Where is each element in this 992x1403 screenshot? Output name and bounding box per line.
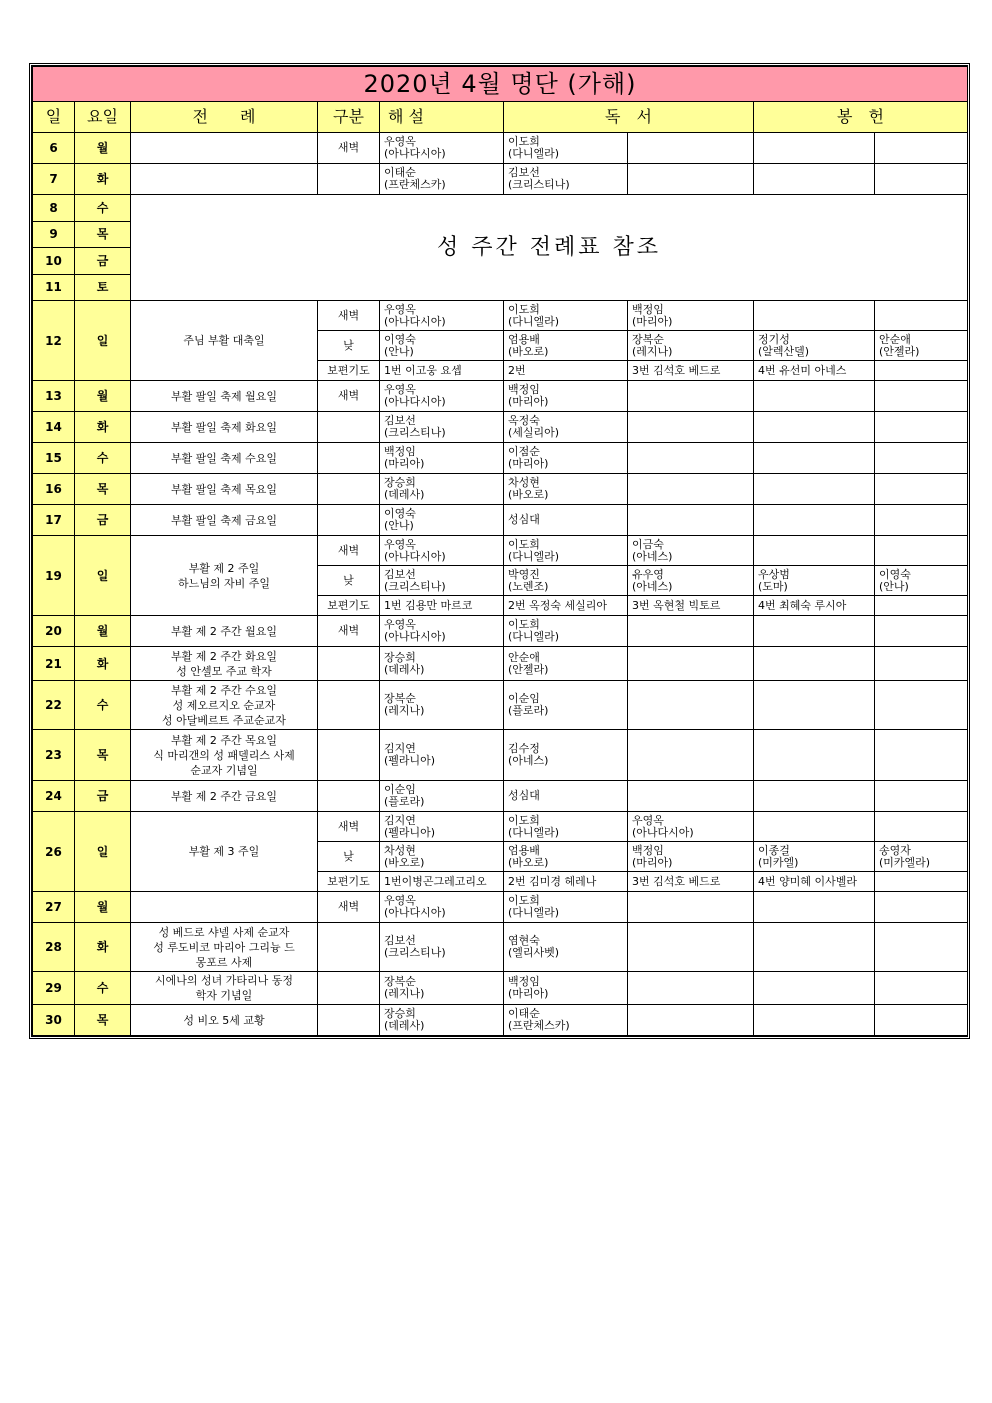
- liturgy-cell: [131, 164, 318, 195]
- person-cell: [628, 164, 754, 195]
- weekday-cell: 금: [75, 505, 131, 536]
- weekday-cell: 화: [75, 647, 131, 681]
- person-cell: 박영진 (노렌조): [504, 566, 628, 596]
- liturgy-cell: 부활 제 2 주간 수요일 성 제오르지오 순교자 성 아달베르트 주교순교자: [131, 681, 318, 730]
- person-cell: [628, 133, 754, 164]
- person-cell: [628, 730, 754, 781]
- weekday-cell: 목: [75, 1005, 131, 1036]
- person-cell: 안순애 (안젤라): [504, 647, 628, 681]
- table-row: [33, 381, 968, 412]
- kind-cell: 낮: [318, 331, 380, 361]
- person-cell: 이태순 (프란체스카): [380, 164, 504, 195]
- person-cell: [754, 505, 875, 536]
- person-cell: [754, 647, 875, 681]
- person-cell: [875, 381, 968, 412]
- person-cell: 염현숙 (엘리사벳): [504, 923, 628, 972]
- table-row: [33, 474, 968, 505]
- weekday-cell: 수: [75, 972, 131, 1005]
- header-weekday: 요일: [75, 102, 131, 133]
- weekday-cell: 화: [75, 164, 131, 195]
- table-row: [33, 505, 968, 536]
- person-cell: [628, 443, 754, 474]
- person-cell: [875, 647, 968, 681]
- person-cell: 1번이병곤그레고리오: [380, 872, 504, 892]
- day-cell: 19: [33, 536, 75, 616]
- table-row: [33, 730, 968, 781]
- person-cell: 김지연 (펠라니아): [380, 812, 504, 842]
- person-cell: [628, 505, 754, 536]
- person-cell: [754, 781, 875, 812]
- person-cell: 1번 김용만 마르코: [380, 596, 504, 616]
- person-cell: 이영숙 (안나): [380, 505, 504, 536]
- weekday-cell: 월: [75, 616, 131, 647]
- person-cell: 이도희 (다니엘라): [504, 892, 628, 923]
- person-cell: 김보선 (크리스티나): [380, 566, 504, 596]
- person-cell: 우영옥 (아나다시아): [380, 616, 504, 647]
- person-cell: [875, 892, 968, 923]
- person-cell: 이영숙 (안나): [875, 566, 968, 596]
- kind-cell: [318, 443, 380, 474]
- person-cell: [628, 972, 754, 1005]
- person-cell: 정기성 (알렉산델): [754, 331, 875, 361]
- person-cell: [875, 812, 968, 842]
- person-cell: [754, 443, 875, 474]
- person-cell: 4번 유선미 아네스: [754, 361, 875, 381]
- person-cell: 1번 이고웅 요셉: [380, 361, 504, 381]
- liturgy-cell: 부활 제 2 주간 목요일 식 마리갠의 성 패델리스 사제 순교자 기념일: [131, 730, 318, 781]
- day-cell: 6: [33, 133, 75, 164]
- day-cell: 30: [33, 1005, 75, 1036]
- person-cell: [628, 616, 754, 647]
- person-cell: [628, 412, 754, 443]
- day-cell: 20: [33, 616, 75, 647]
- person-cell: 장승희 (데레사): [380, 647, 504, 681]
- person-cell: [628, 381, 754, 412]
- person-cell: 우영옥 (아나다시아): [380, 892, 504, 923]
- person-cell: 이점순 (마리아): [504, 443, 628, 474]
- table-row: [33, 1005, 968, 1036]
- person-cell: 김수정 (아네스): [504, 730, 628, 781]
- liturgy-cell: 부활 제 2 주일 하느님의 자비 주일: [131, 536, 318, 616]
- person-cell: [628, 923, 754, 972]
- weekday-cell: 화: [75, 412, 131, 443]
- person-cell: 백정임 (마리아): [504, 381, 628, 412]
- kind-cell: 새벽: [318, 381, 380, 412]
- person-cell: 차성현 (바오로): [504, 474, 628, 505]
- person-cell: [754, 616, 875, 647]
- person-cell: [754, 474, 875, 505]
- kind-cell: 새벽: [318, 536, 380, 566]
- liturgy-cell: 성 베드로 샤넬 사제 순교자 성 루도비코 마리아 그리늉 드 몽포르 사제: [131, 923, 318, 972]
- person-cell: 김보선 (크리스티나): [380, 412, 504, 443]
- person-cell: 2번: [504, 361, 628, 381]
- kind-cell: [318, 730, 380, 781]
- day-cell: 8: [33, 195, 75, 222]
- person-cell: [754, 730, 875, 781]
- schedule-table: [32, 66, 968, 1036]
- table-row: [33, 164, 968, 195]
- day-cell: 21: [33, 647, 75, 681]
- person-cell: 이도희 (다니엘라): [504, 133, 628, 164]
- weekday-cell: 수: [75, 443, 131, 474]
- person-cell: [875, 412, 968, 443]
- person-cell: 송영자 (미카엘라): [875, 842, 968, 872]
- table-row: [33, 972, 968, 1005]
- weekday-cell: 목: [75, 730, 131, 781]
- person-cell: 2번 김미경 헤레나: [504, 872, 628, 892]
- kind-cell: [318, 923, 380, 972]
- liturgy-cell: 부활 제 2 주간 화요일 성 안셀모 주교 학자: [131, 647, 318, 681]
- day-cell: 11: [33, 274, 75, 301]
- person-cell: 이순임 (플로라): [380, 781, 504, 812]
- person-cell: 이순임 (플로라): [504, 681, 628, 730]
- day-cell: 16: [33, 474, 75, 505]
- person-cell: 성심대: [504, 505, 628, 536]
- person-cell: 차성현 (바오로): [380, 842, 504, 872]
- day-cell: 15: [33, 443, 75, 474]
- kind-cell: [318, 474, 380, 505]
- person-cell: [875, 781, 968, 812]
- person-cell: 우영옥 (아나다시아): [380, 133, 504, 164]
- kind-cell: [318, 1005, 380, 1036]
- header-reading: 독 서: [504, 102, 754, 133]
- liturgy-cell: 부활 제 2 주간 월요일: [131, 616, 318, 647]
- person-cell: 우상범 (도마): [754, 566, 875, 596]
- person-cell: 이태순 (프란체스카): [504, 1005, 628, 1036]
- weekday-cell: 일: [75, 301, 131, 381]
- weekday-cell: 월: [75, 133, 131, 164]
- table-row: [33, 892, 968, 923]
- weekday-cell: 금: [75, 248, 131, 275]
- person-cell: [628, 892, 754, 923]
- liturgy-cell: 부활 팔일 축제 목요일: [131, 474, 318, 505]
- day-cell: 23: [33, 730, 75, 781]
- header-commentary: 해 설: [380, 102, 504, 133]
- table-row: [33, 412, 968, 443]
- weekday-cell: 토: [75, 274, 131, 301]
- weekday-cell: 화: [75, 923, 131, 972]
- weekday-cell: 일: [75, 812, 131, 892]
- day-cell: 9: [33, 221, 75, 248]
- table-row: [33, 616, 968, 647]
- table-row: [33, 133, 968, 164]
- kind-cell: 새벽: [318, 616, 380, 647]
- kind-cell: [318, 412, 380, 443]
- person-cell: [875, 730, 968, 781]
- table-row: [33, 923, 968, 972]
- kind-cell: 새벽: [318, 301, 380, 331]
- person-cell: 3번 김석호 베드로: [628, 361, 754, 381]
- liturgy-cell: 부활 제 2 주간 금요일: [131, 781, 318, 812]
- person-cell: [628, 681, 754, 730]
- day-cell: 14: [33, 412, 75, 443]
- kind-cell: 보편기도: [318, 361, 380, 381]
- person-cell: 이도희 (다니엘라): [504, 616, 628, 647]
- kind-cell: 새벽: [318, 892, 380, 923]
- person-cell: [875, 616, 968, 647]
- header-kind: 구분: [318, 102, 380, 133]
- person-cell: [875, 923, 968, 972]
- schedule-frame: [29, 63, 970, 1039]
- day-cell: 26: [33, 812, 75, 892]
- person-cell: [875, 505, 968, 536]
- person-cell: 3번 옥현철 빅토르: [628, 596, 754, 616]
- day-cell: 28: [33, 923, 75, 972]
- kind-cell: [318, 681, 380, 730]
- liturgy-cell: [131, 892, 318, 923]
- person-cell: [754, 892, 875, 923]
- liturgy-cell: 부활 제 3 주일: [131, 812, 318, 892]
- weekday-cell: 수: [75, 195, 131, 222]
- person-cell: 안순애 (안젤라): [875, 331, 968, 361]
- person-cell: [754, 536, 875, 566]
- person-cell: 김보선 (크리스티나): [504, 164, 628, 195]
- person-cell: [875, 972, 968, 1005]
- schedule-body: [33, 133, 968, 1036]
- table-row: [33, 301, 968, 331]
- person-cell: [875, 1005, 968, 1036]
- person-cell: [754, 133, 875, 164]
- kind-cell: 새벽: [318, 812, 380, 842]
- liturgy-cell: 주님 부활 대축일: [131, 301, 318, 381]
- person-cell: [754, 412, 875, 443]
- liturgy-cell: 부활 팔일 축제 금요일: [131, 505, 318, 536]
- person-cell: [628, 474, 754, 505]
- person-cell: [875, 474, 968, 505]
- day-cell: 29: [33, 972, 75, 1005]
- person-cell: 우영옥 (아나다시아): [380, 301, 504, 331]
- person-cell: [875, 536, 968, 566]
- person-cell: 장승희 (데레사): [380, 1005, 504, 1036]
- table-row: [33, 681, 968, 730]
- day-cell: 27: [33, 892, 75, 923]
- header-day: 일: [33, 102, 75, 133]
- person-cell: 3번 김석호 베드로: [628, 872, 754, 892]
- weekday-cell: 월: [75, 381, 131, 412]
- person-cell: 백정임 (마리아): [504, 972, 628, 1005]
- table-row: [33, 812, 968, 842]
- person-cell: [754, 972, 875, 1005]
- person-cell: 김지연 (펠라니아): [380, 730, 504, 781]
- liturgy-cell: [131, 133, 318, 164]
- person-cell: 우영옥 (아나다시아): [380, 381, 504, 412]
- person-cell: 이도희 (다니엘라): [504, 812, 628, 842]
- liturgy-cell: 성 비오 5세 교황: [131, 1005, 318, 1036]
- person-cell: 우영옥 (아나다시아): [628, 812, 754, 842]
- day-cell: 24: [33, 781, 75, 812]
- table-row: [33, 195, 968, 222]
- person-cell: [875, 443, 968, 474]
- person-cell: [754, 812, 875, 842]
- person-cell: [875, 361, 968, 381]
- person-cell: [875, 596, 968, 616]
- person-cell: [628, 647, 754, 681]
- person-cell: 성심대: [504, 781, 628, 812]
- person-cell: 엄용배 (바오로): [504, 842, 628, 872]
- day-cell: 17: [33, 505, 75, 536]
- kind-cell: [318, 505, 380, 536]
- person-cell: [628, 1005, 754, 1036]
- day-cell: 10: [33, 248, 75, 275]
- weekday-cell: 일: [75, 536, 131, 616]
- weekday-cell: 월: [75, 892, 131, 923]
- person-cell: 엄용배 (바오로): [504, 331, 628, 361]
- weekday-cell: 목: [75, 474, 131, 505]
- kind-cell: [318, 972, 380, 1005]
- table-row: [33, 443, 968, 474]
- person-cell: [875, 164, 968, 195]
- person-cell: 4번 양미혜 이사벨라: [754, 872, 875, 892]
- person-cell: [875, 301, 968, 331]
- person-cell: 2번 옥정숙 세실리아: [504, 596, 628, 616]
- person-cell: 백정임 (마리아): [628, 301, 754, 331]
- person-cell: [875, 133, 968, 164]
- day-cell: 13: [33, 381, 75, 412]
- person-cell: 장복순 (레지나): [380, 972, 504, 1005]
- kind-cell: 낮: [318, 566, 380, 596]
- table-row: [33, 647, 968, 681]
- kind-cell: [318, 647, 380, 681]
- table-row: [33, 781, 968, 812]
- weekday-cell: 수: [75, 681, 131, 730]
- person-cell: 장복순 (레지나): [380, 681, 504, 730]
- person-cell: 옥정숙 (세실리아): [504, 412, 628, 443]
- liturgy-cell: 부활 팔일 축제 월요일: [131, 381, 318, 412]
- weekday-cell: 금: [75, 781, 131, 812]
- person-cell: 우영옥 (아나다시아): [380, 536, 504, 566]
- kind-cell: [318, 781, 380, 812]
- header-liturgy: 전 례: [131, 102, 318, 133]
- kind-cell: 보편기도: [318, 596, 380, 616]
- header-offering: 봉 헌: [754, 102, 968, 133]
- person-cell: 이도희 (다니엘라): [504, 536, 628, 566]
- person-cell: 백정임 (마리아): [628, 842, 754, 872]
- day-cell: 12: [33, 301, 75, 381]
- person-cell: 이영숙 (안나): [380, 331, 504, 361]
- day-cell: 22: [33, 681, 75, 730]
- person-cell: [754, 923, 875, 972]
- person-cell: 장복순 (레지나): [628, 331, 754, 361]
- person-cell: [754, 164, 875, 195]
- person-cell: 유우영 (아네스): [628, 566, 754, 596]
- kind-cell: 보편기도: [318, 872, 380, 892]
- person-cell: [875, 681, 968, 730]
- person-cell: [628, 781, 754, 812]
- kind-cell: 새벽: [318, 133, 380, 164]
- person-cell: [754, 381, 875, 412]
- table-row: [33, 536, 968, 566]
- liturgy-cell: 부활 팔일 축제 화요일: [131, 412, 318, 443]
- person-cell: 장승희 (데레사): [380, 474, 504, 505]
- weekday-cell: 목: [75, 221, 131, 248]
- person-cell: 백정임 (마리아): [380, 443, 504, 474]
- page-title: 2020년 4월 명단 (가해): [33, 67, 968, 102]
- person-cell: 이도희 (다니엘라): [504, 301, 628, 331]
- person-cell: [754, 301, 875, 331]
- liturgy-cell: 부활 팔일 축제 수요일: [131, 443, 318, 474]
- person-cell: [754, 681, 875, 730]
- kind-cell: 낮: [318, 842, 380, 872]
- day-cell: 7: [33, 164, 75, 195]
- weekly-note: 성 주간 전례표 참조: [131, 195, 968, 301]
- person-cell: [754, 1005, 875, 1036]
- person-cell: 이종걸 (미카엘): [754, 842, 875, 872]
- person-cell: [875, 872, 968, 892]
- liturgy-cell: 시에나의 성녀 가타리나 동정 학자 기념일: [131, 972, 318, 1005]
- person-cell: 4번 최혜숙 루시아: [754, 596, 875, 616]
- person-cell: 김보선 (크리스티나): [380, 923, 504, 972]
- person-cell: 이금숙 (아네스): [628, 536, 754, 566]
- kind-cell: [318, 164, 380, 195]
